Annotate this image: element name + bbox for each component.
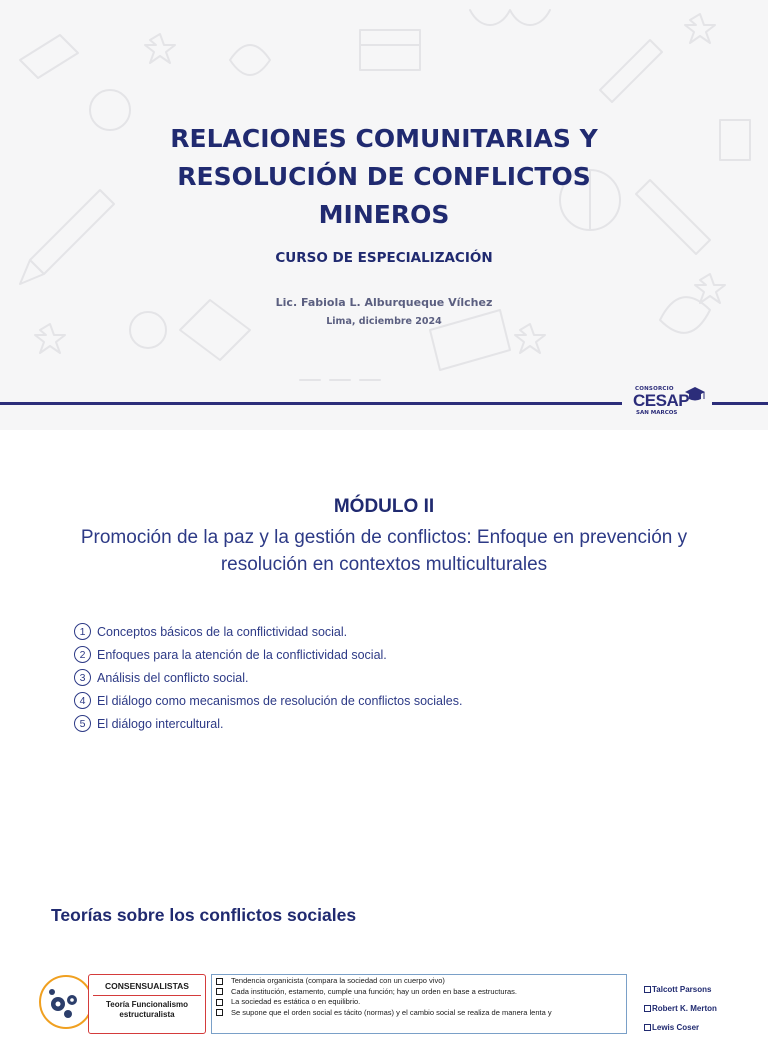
cover-slide <box>0 0 768 430</box>
features-list <box>216 976 622 1018</box>
number-badge: 1 <box>74 623 91 640</box>
cover-title-line: RESOLUCIÓN DE CONFLICTOS <box>177 162 591 191</box>
box-body-line: Teoría Funcionalismo <box>105 1000 189 1009</box>
list-item <box>644 999 717 1018</box>
module-subtitle: Promoción de la paz y la gestión de conflictos: Enfoque en prevención y resolución en contextos multiculturales <box>80 527 688 575</box>
author: Lic. Fabiola L. Alburqueque Vílchez <box>275 296 493 309</box>
number-badge: 4 <box>74 692 91 709</box>
number-badge: 3 <box>74 669 91 686</box>
author-name: Lewis Coser <box>652 1023 700 1032</box>
topic-text: Conceptos básicos de la conflictividad social. <box>97 624 348 639</box>
cesap-logo <box>626 384 710 422</box>
list-item <box>216 997 622 1008</box>
divider-line <box>712 402 768 405</box>
cover-title-line: RELACIONES COMUNITARIAS Y <box>170 124 598 153</box>
module-slide <box>0 430 768 870</box>
list-item <box>74 620 714 643</box>
authors-list <box>644 980 717 1037</box>
box-body-line: estructuralista <box>119 1010 175 1019</box>
checkbox-icon <box>216 999 223 1006</box>
date: Lima, diciembre 2024 <box>326 316 442 327</box>
module-title: MÓDULO II <box>333 496 435 517</box>
box-heading: CONSENSUALISTAS <box>93 975 201 996</box>
features-box <box>211 974 627 1034</box>
list-item <box>74 712 714 735</box>
author-name: Robert K. Merton <box>652 1004 717 1013</box>
checkbox-icon <box>644 1024 651 1031</box>
topic-text: El diálogo como mecanismos de resolución de conflictos sociales. <box>97 693 463 708</box>
divider-line <box>0 402 622 405</box>
checkbox-icon <box>644 1005 651 1012</box>
checkbox-icon <box>216 978 223 985</box>
list-item <box>74 643 714 666</box>
number-badge: 2 <box>74 646 91 663</box>
topic-text: Análisis del conflicto social. <box>97 670 249 685</box>
gears-icon <box>38 974 94 1030</box>
checkbox-icon <box>216 988 223 995</box>
theories-title: Teorías sobre los conflictos sociales <box>51 905 357 925</box>
list-item <box>74 689 714 712</box>
logo-bottom-text: SAN MARCOS <box>636 410 678 416</box>
topic-text: Enfoques para la atención de la conflictividad social. <box>97 647 387 662</box>
list-item <box>74 666 714 689</box>
list-item <box>216 976 622 987</box>
checkbox-icon <box>644 986 651 993</box>
list-item <box>216 987 622 998</box>
feature-text: Cada institución, estamento, cumple una función; hay un orden en base a estructuras. <box>231 986 518 996</box>
box-body <box>89 996 205 1020</box>
graduation-cap-icon <box>684 386 706 402</box>
logo-main-text: CESAP <box>633 391 690 410</box>
feature-text: Tendencia organicista (compara la sociedad con un cuerpo vivo) <box>231 976 445 985</box>
logo-top-text: CONSORCIO <box>635 386 674 392</box>
list-item <box>644 980 717 999</box>
theories-slide <box>0 870 768 1032</box>
number-badge: 5 <box>74 715 91 732</box>
feature-text: La sociedad es estática o en equilibrio. <box>231 997 361 1006</box>
author-name: Talcott Parsons <box>652 985 712 994</box>
list-item <box>216 1008 622 1019</box>
list-item <box>644 1018 717 1037</box>
topic-text: El diálogo intercultural. <box>97 716 224 731</box>
module-topics <box>74 620 714 735</box>
course-type: CURSO DE ESPECIALIZACIÓN <box>275 250 493 266</box>
checkbox-icon <box>216 1009 223 1016</box>
feature-text: Se supone que el orden social es tácito (normas) y el cambio social se realiza de manera lenta y <box>231 1007 552 1017</box>
consensualistas-box <box>88 974 206 1034</box>
cover-title <box>0 120 768 234</box>
cover-title-line: MINEROS <box>318 200 450 229</box>
